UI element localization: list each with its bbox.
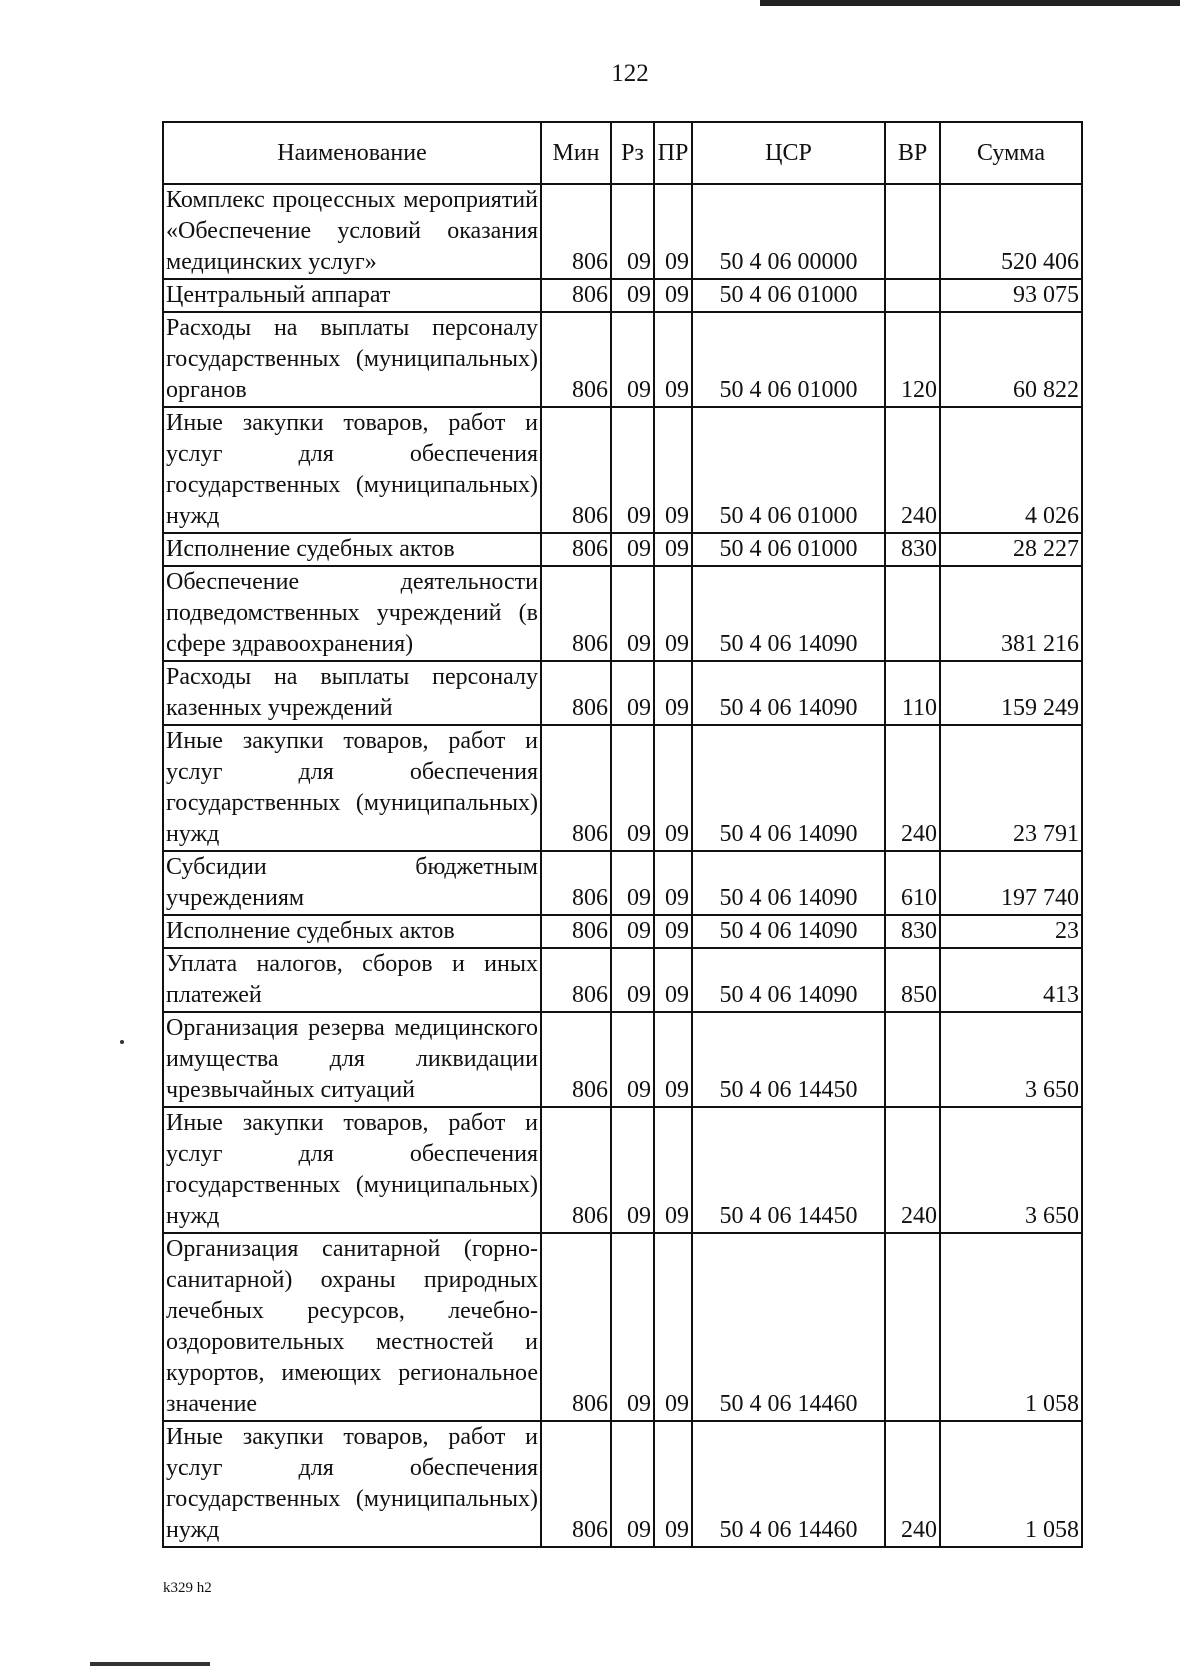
cell-pr: 09 — [654, 312, 692, 407]
cell-rz: 09 — [611, 312, 654, 407]
cell-vr: 830 — [885, 533, 940, 566]
cell-name: Исполнение судебных актов — [163, 915, 541, 948]
cell-min: 806 — [541, 1107, 611, 1233]
cell-vr: 850 — [885, 948, 940, 1012]
table-row — [163, 948, 1082, 1012]
cell-csr: 50 4 06 14460 — [692, 1421, 885, 1547]
table-header-row — [163, 122, 1082, 184]
cell-name: Расходы на выплаты персоналу казенных учреждений — [163, 661, 541, 725]
table-row — [163, 725, 1082, 851]
cell-pr: 09 — [654, 566, 692, 661]
cell-name: Иные закупки товаров, работ и услуг для обеспечения государственных (муниципальных) нужд — [163, 1107, 541, 1233]
cell-rz: 09 — [611, 661, 654, 725]
cell-pr: 09 — [654, 279, 692, 312]
cell-csr: 50 4 06 14450 — [692, 1107, 885, 1233]
cell-name: Иные закупки товаров, работ и услуг для обеспечения государственных (муниципальных) нужд — [163, 1421, 541, 1547]
cell-csr: 50 4 06 00000 — [692, 184, 885, 279]
table-row — [163, 1233, 1082, 1421]
cell-sum: 23 — [940, 915, 1082, 948]
cell-rz: 09 — [611, 948, 654, 1012]
cell-vr — [885, 1233, 940, 1421]
cell-sum: 3 650 — [940, 1012, 1082, 1107]
cell-rz: 09 — [611, 1421, 654, 1547]
cell-pr: 09 — [654, 184, 692, 279]
header-rz: Рз — [611, 122, 654, 184]
header-name: Наименование — [163, 122, 541, 184]
cell-pr: 09 — [654, 407, 692, 533]
cell-pr: 09 — [654, 533, 692, 566]
cell-min: 806 — [541, 279, 611, 312]
cell-min: 806 — [541, 915, 611, 948]
cell-sum: 520 406 — [940, 184, 1082, 279]
cell-rz: 09 — [611, 725, 654, 851]
cell-name: Комплекс процессных мероприятий «Обеспечение условий оказания медицинских услуг» — [163, 184, 541, 279]
cell-sum: 1 058 — [940, 1233, 1082, 1421]
cell-vr — [885, 184, 940, 279]
cell-csr: 50 4 06 14460 — [692, 1233, 885, 1421]
cell-csr: 50 4 06 14090 — [692, 725, 885, 851]
budget-table — [162, 121, 1083, 1548]
table-row — [163, 407, 1082, 533]
cell-vr — [885, 566, 940, 661]
table-row — [163, 1421, 1082, 1547]
cell-csr: 50 4 06 01000 — [692, 312, 885, 407]
cell-name: Исполнение судебных актов — [163, 533, 541, 566]
cell-min: 806 — [541, 851, 611, 915]
cell-name: Обеспечение деятельности подведомственных учреждений (в сфере здравоохранения) — [163, 566, 541, 661]
cell-name: Организация резерва медицинского имущества для ликвидации чрезвычайных ситуаций — [163, 1012, 541, 1107]
cell-rz: 09 — [611, 279, 654, 312]
cell-csr: 50 4 06 14090 — [692, 851, 885, 915]
cell-sum: 413 — [940, 948, 1082, 1012]
cell-vr: 120 — [885, 312, 940, 407]
cell-sum: 197 740 — [940, 851, 1082, 915]
cell-rz: 09 — [611, 184, 654, 279]
table-row — [163, 851, 1082, 915]
footer-code: k329 h2 — [163, 1580, 212, 1596]
cell-csr: 50 4 06 01000 — [692, 407, 885, 533]
cell-rz: 09 — [611, 1233, 654, 1421]
header-sum: Сумма — [940, 122, 1082, 184]
cell-rz: 09 — [611, 851, 654, 915]
cell-sum: 381 216 — [940, 566, 1082, 661]
cell-min: 806 — [541, 312, 611, 407]
cell-rz: 09 — [611, 533, 654, 566]
cell-pr: 09 — [654, 915, 692, 948]
cell-sum: 1 058 — [940, 1421, 1082, 1547]
cell-min: 806 — [541, 1421, 611, 1547]
table-row — [163, 279, 1082, 312]
cell-pr: 09 — [654, 1012, 692, 1107]
cell-min: 806 — [541, 1233, 611, 1421]
cell-min: 806 — [541, 948, 611, 1012]
cell-min: 806 — [541, 407, 611, 533]
table-row — [163, 312, 1082, 407]
cell-rz: 09 — [611, 1107, 654, 1233]
cell-sum: 93 075 — [940, 279, 1082, 312]
cell-name: Субсидии бюджетным учреждениям — [163, 851, 541, 915]
header-pr: ПР — [654, 122, 692, 184]
header-csr: ЦСР — [692, 122, 885, 184]
cell-pr: 09 — [654, 1107, 692, 1233]
table-row — [163, 566, 1082, 661]
cell-vr — [885, 279, 940, 312]
cell-sum: 28 227 — [940, 533, 1082, 566]
cell-pr: 09 — [654, 725, 692, 851]
scan-edge-line-bottom — [90, 1662, 210, 1666]
table-row — [163, 661, 1082, 725]
cell-min: 806 — [541, 725, 611, 851]
cell-csr: 50 4 06 01000 — [692, 279, 885, 312]
table-row — [163, 184, 1082, 279]
cell-name: Организация санитарной (горно-санитарной) охраны природных лечебных ресурсов, лечебно-оздоровительных местностей и курортов, имеющих региональное значение — [163, 1233, 541, 1421]
cell-min: 806 — [541, 184, 611, 279]
cell-pr: 09 — [654, 948, 692, 1012]
cell-rz: 09 — [611, 1012, 654, 1107]
cell-csr: 50 4 06 14090 — [692, 661, 885, 725]
cell-name: Расходы на выплаты персоналу государственных (муниципальных) органов — [163, 312, 541, 407]
table-row — [163, 1107, 1082, 1233]
cell-name: Иные закупки товаров, работ и услуг для обеспечения государственных (муниципальных) нужд — [163, 725, 541, 851]
cell-name: Уплата налогов, сборов и иных платежей — [163, 948, 541, 1012]
cell-vr — [885, 1012, 940, 1107]
cell-sum: 4 026 — [940, 407, 1082, 533]
cell-pr: 09 — [654, 1233, 692, 1421]
cell-csr: 50 4 06 01000 — [692, 533, 885, 566]
cell-vr: 830 — [885, 915, 940, 948]
cell-name: Центральный аппарат — [163, 279, 541, 312]
cell-pr: 09 — [654, 1421, 692, 1547]
cell-vr: 610 — [885, 851, 940, 915]
table-row — [163, 915, 1082, 948]
cell-csr: 50 4 06 14090 — [692, 915, 885, 948]
scan-edge-line-top — [760, 0, 1180, 6]
cell-min: 806 — [541, 1012, 611, 1107]
cell-csr: 50 4 06 14090 — [692, 566, 885, 661]
cell-csr: 50 4 06 14450 — [692, 1012, 885, 1107]
cell-pr: 09 — [654, 851, 692, 915]
cell-sum: 3 650 — [940, 1107, 1082, 1233]
cell-min: 806 — [541, 661, 611, 725]
cell-rz: 09 — [611, 915, 654, 948]
cell-rz: 09 — [611, 407, 654, 533]
table-row — [163, 533, 1082, 566]
cell-sum: 23 791 — [940, 725, 1082, 851]
cell-sum: 60 822 — [940, 312, 1082, 407]
cell-sum: 159 249 — [940, 661, 1082, 725]
cell-vr: 240 — [885, 725, 940, 851]
cell-vr: 240 — [885, 1421, 940, 1547]
cell-vr: 240 — [885, 1107, 940, 1233]
cell-rz: 09 — [611, 566, 654, 661]
header-vr: ВР — [885, 122, 940, 184]
table-row — [163, 1012, 1082, 1107]
cell-pr: 09 — [654, 661, 692, 725]
table-body — [163, 184, 1082, 1547]
cell-vr: 110 — [885, 661, 940, 725]
page-number: 122 — [611, 60, 649, 87]
cell-csr: 50 4 06 14090 — [692, 948, 885, 1012]
cell-min: 806 — [541, 533, 611, 566]
scan-speck — [120, 1040, 124, 1044]
cell-vr: 240 — [885, 407, 940, 533]
cell-min: 806 — [541, 566, 611, 661]
header-min: Мин — [541, 122, 611, 184]
cell-name: Иные закупки товаров, работ и услуг для обеспечения государственных (муниципальных) нужд — [163, 407, 541, 533]
